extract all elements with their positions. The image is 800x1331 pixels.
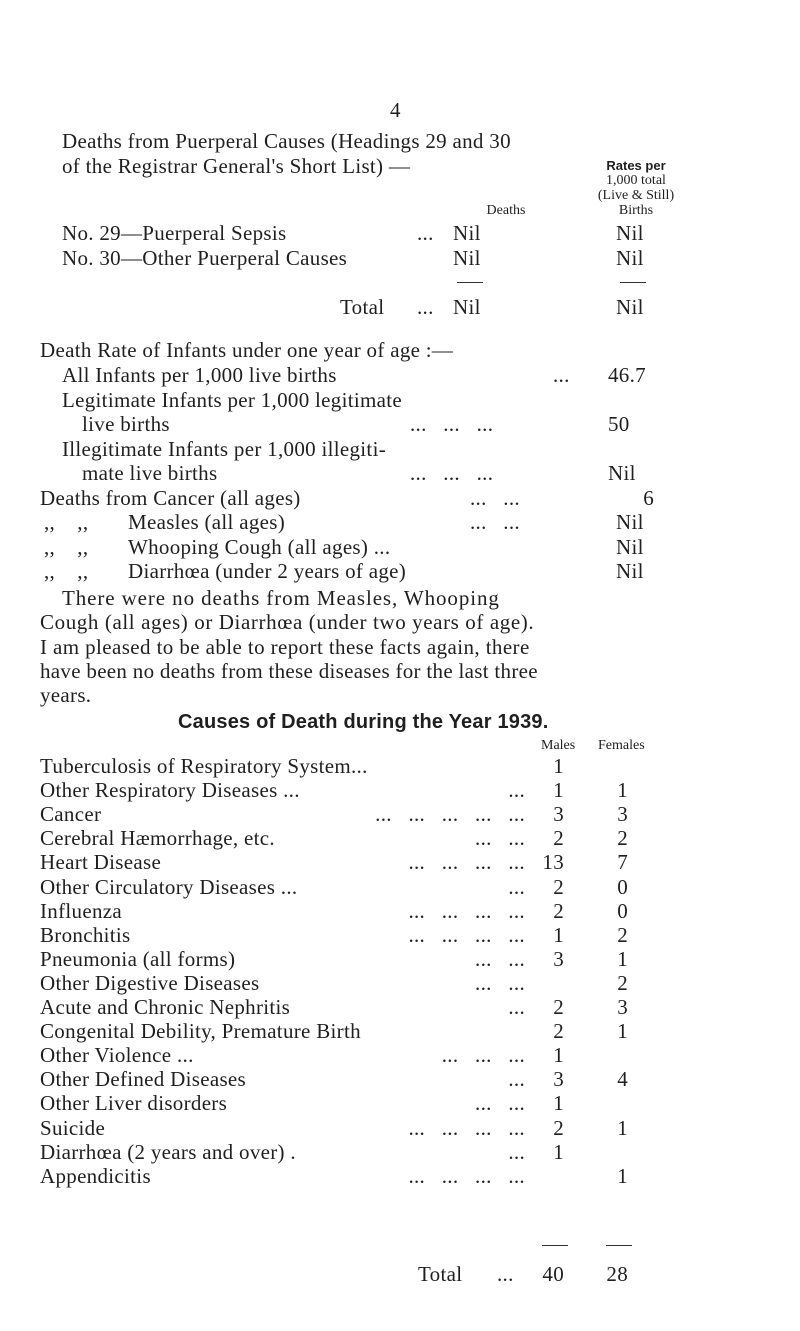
cause-females: 7 [617, 850, 628, 874]
cause-females: 0 [617, 899, 628, 923]
cancer-deaths-label: Deaths from Cancer (all ages) [40, 486, 301, 510]
cause-males: 1 [553, 1043, 564, 1067]
cause-females: 2 [617, 826, 628, 850]
cancer-deaths-dots: ... ... [470, 486, 520, 510]
cause-label: Other Defined Diseases [40, 1067, 247, 1091]
cause-dots: ... [508, 1067, 525, 1091]
other-death-value: Nil [616, 559, 644, 583]
cause-label: Other Violence ... [40, 1043, 194, 1067]
cause-males: 2 [553, 1116, 564, 1140]
puerperal-total-label: Total [340, 295, 385, 319]
ditto-mark: ,, ,, [44, 535, 89, 559]
other-death-value: Nil [616, 510, 644, 534]
other-death-label: Whooping Cough (all ages) ... [128, 535, 391, 559]
puerperal-total-dots: ... [417, 295, 434, 319]
paragraph-line: Cough (all ages) or Diarrhœa (under two years of age). [40, 610, 535, 634]
paragraph-line: I am pleased to be able to report these facts again, there [40, 635, 530, 659]
legit-label-2: live births [82, 412, 170, 436]
cause-females: 3 [617, 995, 628, 1019]
cause-label: Suicide [40, 1116, 106, 1140]
cause-females: 2 [617, 923, 628, 947]
cause-males: 2 [553, 1019, 564, 1043]
cause-dots: ... ... ... ... [408, 1116, 525, 1140]
all-infants-dots: ... [553, 363, 570, 387]
infant-rates-heading: Death Rate of Infants under one year of age :— [40, 338, 454, 362]
cause-dots: ... ... ... ... [408, 923, 525, 947]
cause-females: 1 [617, 1019, 628, 1043]
rule-females [606, 1245, 632, 1246]
cause-label: Other Circulatory Diseases ... [40, 875, 298, 899]
cause-females: 2 [617, 971, 628, 995]
rates-header-line2: 1,000 total [606, 173, 666, 188]
cause-males: 2 [553, 899, 564, 923]
cause-males: 1 [553, 778, 564, 802]
ditto-mark: ,, ,, [44, 559, 89, 583]
other-death-dots: ... ... [470, 510, 520, 534]
cause-dots: ... ... [475, 947, 525, 971]
cause-dots: ... [508, 995, 525, 1019]
cause-females: 3 [617, 802, 628, 826]
cause-label: Appendicitis [40, 1164, 151, 1188]
rates-header-line3: (Live & Still) [597, 188, 675, 203]
cause-males: 13 [542, 850, 564, 874]
puerperal-row-label: No. 30—Other Puerperal Causes [62, 246, 348, 270]
cause-females: 1 [617, 1116, 628, 1140]
illegit-label-2: mate live births [82, 461, 218, 485]
cause-label: Influenza [40, 899, 122, 923]
cause-label: Acute and Chronic Nephritis [40, 995, 291, 1019]
cause-label: Cancer [40, 802, 102, 826]
cause-dots: ... ... [475, 1091, 525, 1115]
cause-males: 2 [553, 826, 564, 850]
ditto-mark: ,, ,, [44, 510, 89, 534]
paragraph-line: years. [40, 683, 92, 707]
cause-dots: ... ... ... ... [408, 899, 525, 923]
rates-header-line1: Rates per [606, 158, 666, 173]
illegit-label-1: Illegitimate Infants per 1,000 illegiti- [62, 437, 386, 461]
cause-label: Pneumonia (all forms) [40, 947, 236, 971]
puerperal-row-dots: ... [417, 221, 434, 245]
cause-dots: ... [508, 1140, 525, 1164]
cause-females: 0 [617, 875, 628, 899]
puerperal-row-deaths: Nil [453, 246, 481, 270]
cause-dots: ... ... [475, 826, 525, 850]
puerperal-row-rate: Nil [616, 221, 644, 245]
col-males: Males [541, 738, 576, 753]
rates-header-line4: Births [618, 203, 654, 218]
cause-females: 1 [617, 778, 628, 802]
cause-dots: ... ... ... ... [408, 1164, 525, 1188]
rule-males [542, 1245, 568, 1246]
col-females: Females [598, 738, 645, 753]
cause-dots: ... [508, 778, 525, 802]
cause-females: 1 [617, 1164, 628, 1188]
cause-females: 4 [617, 1067, 628, 1091]
cause-dots: ... ... [475, 971, 525, 995]
legit-label-1: Legitimate Infants per 1,000 legitimate [62, 388, 403, 412]
cause-males: 1 [553, 923, 564, 947]
cause-males: 2 [553, 995, 564, 1019]
causes-total-dots: ... [497, 1262, 514, 1286]
puerperal-row-deaths: Nil [453, 221, 481, 245]
cause-dots: ... ... ... ... [408, 850, 525, 874]
cause-label: Heart Disease [40, 850, 162, 874]
causes-total-label: Total [418, 1262, 463, 1286]
cause-label: Tuberculosis of Respiratory System... [40, 754, 368, 778]
cause-label: Other Respiratory Diseases ... [40, 778, 300, 802]
cause-males: 1 [553, 754, 564, 778]
cause-label: Other Liver disorders [40, 1091, 228, 1115]
cause-males: 3 [553, 802, 564, 826]
illegit-dots: ... ... ... [410, 461, 494, 485]
puerperal-row-label: No. 29—Puerperal Sepsis [62, 221, 287, 245]
puerperal-heading-line2: of the Registrar General's Short List) — [62, 154, 411, 178]
paragraph-line: have been no deaths from these diseases for the last three [40, 659, 538, 683]
cause-label: Congenital Debility, Premature Birth [40, 1019, 361, 1043]
rule-deaths [457, 282, 483, 283]
cause-males: 3 [553, 1067, 564, 1091]
illegit-value: Nil [608, 461, 636, 485]
cause-label: Other Digestive Diseases [40, 971, 260, 995]
puerperal-heading-line1: Deaths from Puerperal Causes (Headings 29 and 30 [62, 129, 511, 153]
legit-dots: ... ... ... [410, 412, 494, 436]
cause-label: Cerebral Hæmorrhage, etc. [40, 826, 275, 850]
cause-males: 3 [553, 947, 564, 971]
cause-males: 2 [553, 875, 564, 899]
causes-total-females: 28 [606, 1262, 628, 1286]
puerperal-total-deaths: Nil [453, 295, 481, 319]
all-infants-value: 46.7 [608, 363, 646, 387]
cause-females: 1 [617, 947, 628, 971]
puerperal-row-rate: Nil [616, 246, 644, 270]
cause-label: Diarrhœa (2 years and over) . [40, 1140, 296, 1164]
legit-value: 50 [608, 412, 630, 436]
cause-dots: ... ... ... ... ... [375, 802, 525, 826]
paragraph-line: There were no deaths from Measles, Whooping [62, 586, 500, 610]
causes-title: Causes of Death during the Year 1939. [178, 711, 549, 733]
rule-rates [620, 282, 646, 283]
other-death-label: Diarrhœa (under 2 years of age) [128, 559, 407, 583]
cause-label: Bronchitis [40, 923, 131, 947]
puerperal-total-rate: Nil [616, 295, 644, 319]
cause-males: 1 [553, 1091, 564, 1115]
cause-dots: ... ... ... [441, 1043, 525, 1067]
other-death-value: Nil [616, 535, 644, 559]
deaths-header: Deaths [486, 203, 526, 218]
page-number: 4 [390, 98, 401, 122]
cancer-deaths-value: 6 [643, 486, 654, 510]
cause-males: 1 [553, 1140, 564, 1164]
other-death-label: Measles (all ages) [128, 510, 286, 534]
causes-total-males: 40 [542, 1262, 564, 1286]
cause-dots: ... [508, 875, 525, 899]
all-infants-label: All Infants per 1,000 live births [62, 363, 337, 387]
